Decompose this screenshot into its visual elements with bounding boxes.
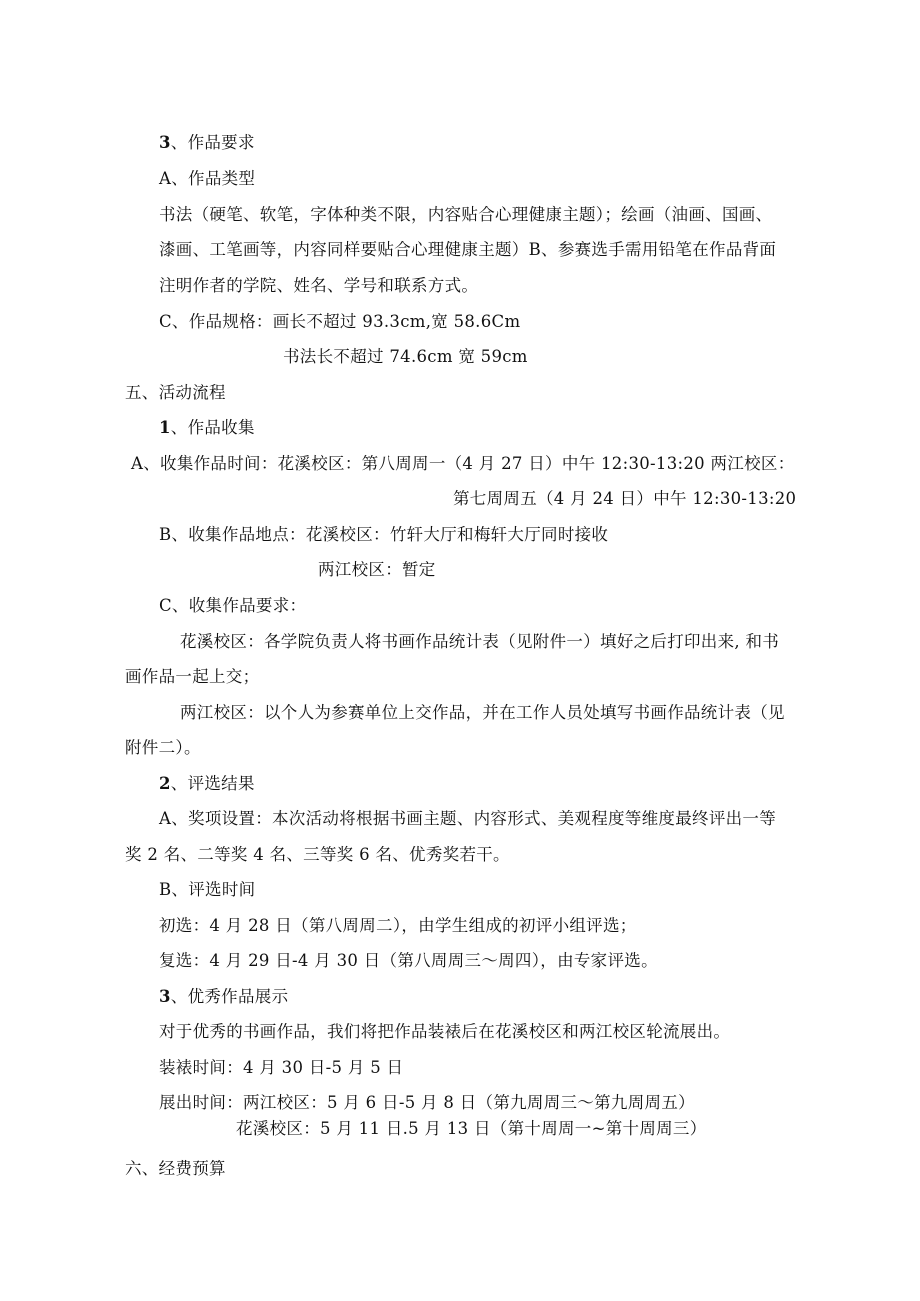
paragraph-line: 注明作者的学院、姓名、学号和联系方式。 bbox=[159, 276, 479, 295]
liangjiang-requirement-line-2: 附件二）。 bbox=[125, 738, 201, 757]
heading-work-collection bbox=[159, 418, 255, 438]
section-heading-budget: 六、经费预算 bbox=[125, 1159, 226, 1178]
heading-text: 、作品收集 bbox=[170, 418, 255, 437]
second-round-line: 复选：4 月 29 日-4 月 30 日（第八周周三～周四），由专家评选。 bbox=[159, 951, 658, 970]
exhibit-time-line-2: 花溪校区：5 月 11 日.5 月 13 日（第十周周一~第十周周三） bbox=[236, 1119, 707, 1138]
subheading-work-type: A、作品类型 bbox=[159, 169, 256, 188]
spec-painting: C、作品规格：画长不超过 93.3cm,宽 58.6Cm bbox=[159, 312, 521, 331]
heading-work-requirements bbox=[159, 133, 255, 153]
heading-text: 、评选结果 bbox=[170, 774, 255, 793]
huaxi-requirement-line-2: 画作品一起上交； bbox=[125, 667, 260, 686]
heading-judging-results bbox=[159, 774, 255, 794]
award-line-2: 奖 2 名、二等奖 4 名、三等奖 6 名、优秀奖若干。 bbox=[125, 845, 510, 864]
paragraph-line: 书法（硬笔、软笔，字体种类不限，内容贴合心理健康主题）；绘画（油画、国画、 bbox=[159, 205, 773, 224]
heading-number: 1 bbox=[159, 418, 171, 437]
spec-calligraphy: 书法长不超过 74.6cm 宽 59cm bbox=[283, 347, 528, 366]
mount-time-line: 装裱时间：4 月 30 日-5 月 5 日 bbox=[159, 1058, 404, 1077]
heading-text: 、优秀作品展示 bbox=[170, 987, 289, 1006]
collection-requirements-heading: C、收集作品要求： bbox=[159, 596, 307, 615]
heading-number: 3 bbox=[159, 133, 171, 152]
heading-excellent-works-display bbox=[159, 987, 288, 1007]
huaxi-requirement-line: 花溪校区：各学院负责人将书画作品统计表（见附件一）填好之后打印出来, 和书 bbox=[180, 632, 780, 651]
judging-time-heading: B、评选时间 bbox=[159, 880, 256, 899]
collection-time-line-2: 第七周周五（4 月 24 日）中午 12:30-13:20 bbox=[453, 489, 797, 508]
section-heading-activity-flow: 五、活动流程 bbox=[125, 383, 226, 402]
liangjiang-requirement-line: 两江校区：以个人为参赛单位上交作品，并在工作人员处填写书画作品统计表（见 bbox=[180, 703, 785, 722]
first-round-line: 初选：4 月 28 日（第八周周二），由学生组成的初评小组评选； bbox=[159, 916, 637, 935]
award-line: A、奖项设置：本次活动将根据书画主题、内容形式、美观程度等维度最终评出一等 bbox=[159, 809, 777, 828]
exhibit-time-line: 展出时间：两江校区：5 月 6 日-5 月 8 日（第九周周三～第九周周五） bbox=[159, 1093, 695, 1112]
heading-number: 2 bbox=[159, 774, 171, 793]
display-intro-line: 对于优秀的书画作品，我们将把作品装裱后在花溪校区和两江校区轮流展出。 bbox=[159, 1022, 731, 1041]
paragraph-line: 漆画、工笔画等，内容同样要贴合心理健康主题）B、参赛选手需用铅笔在作品背面 bbox=[159, 240, 777, 259]
collection-time-line: A、收集作品时间：花溪校区：第八周周一（4 月 27 日）中午 12:30-13:20 两江校区： bbox=[131, 454, 795, 473]
heading-number: 3 bbox=[159, 987, 171, 1006]
collection-place-line: B、收集作品地点：花溪校区：竹轩大厅和梅轩大厅同时接收 bbox=[159, 525, 609, 544]
collection-place-line-2: 两江校区：暂定 bbox=[318, 560, 436, 579]
heading-text: 、作品要求 bbox=[170, 133, 255, 152]
